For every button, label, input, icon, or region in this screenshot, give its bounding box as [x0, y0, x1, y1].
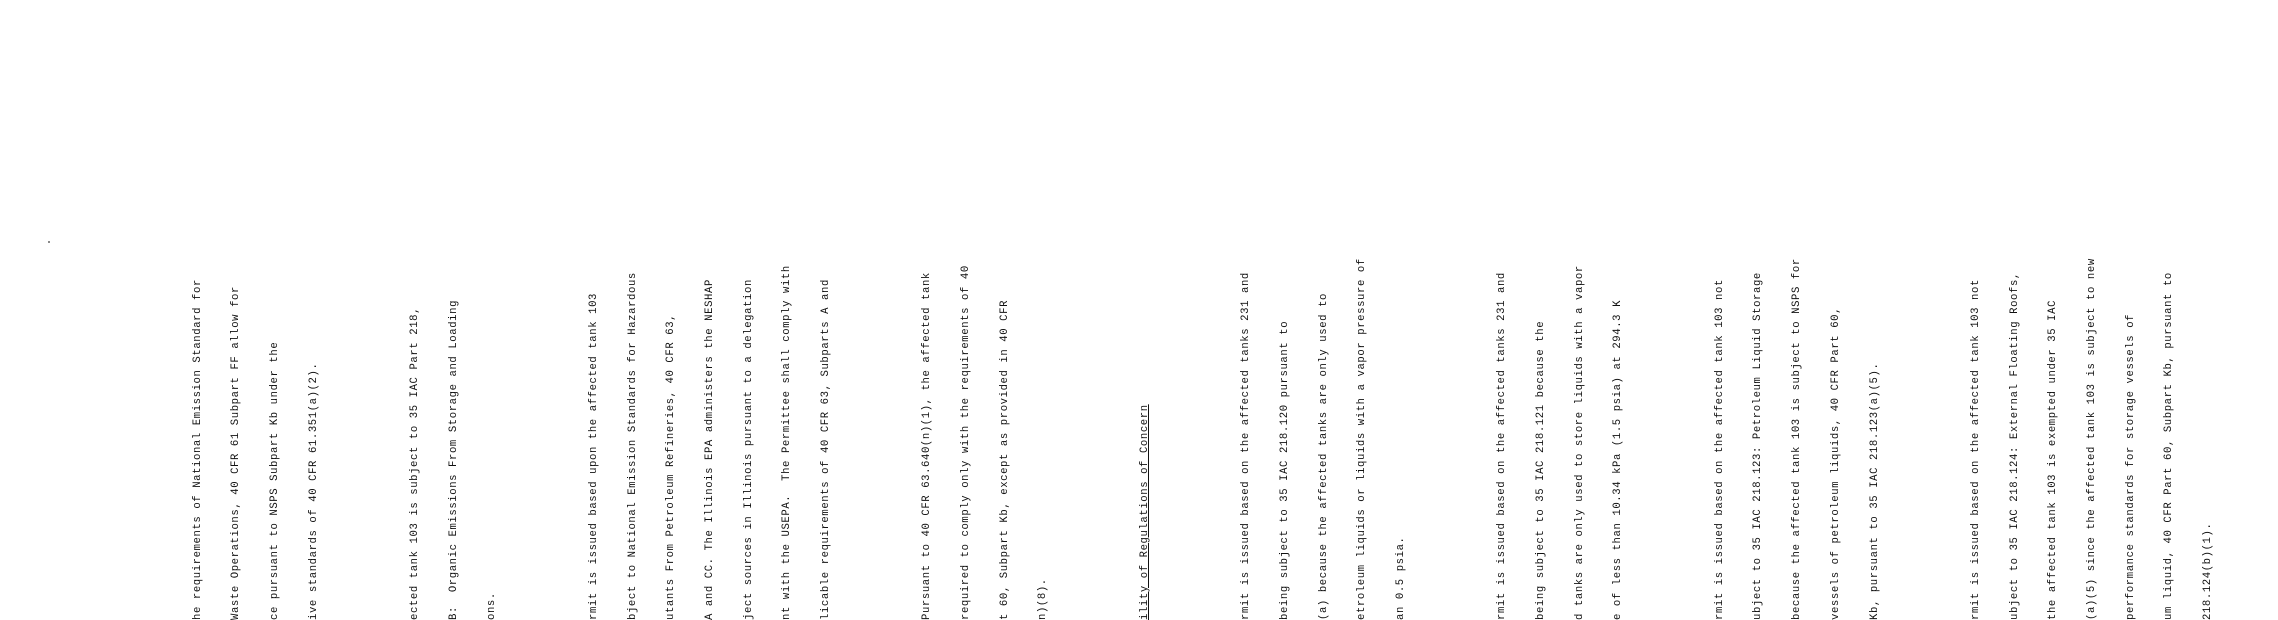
text-line: vessels of petroleum liquids, 40 CFR Part 60, — [1829, 306, 1842, 620]
text-line: he requirements of National Emission Standard for — [191, 279, 204, 620]
paragraph-6 — [1470, 100, 1651, 620]
text-line: Kb, pursuant to 35 IAC 218.123(a)(5). — [1868, 362, 1881, 620]
text-line: rmit is issued based upon the affected tank 103 — [587, 293, 600, 620]
text-line: being subject to 35 IAC 218.120 pursuant to — [1278, 320, 1291, 620]
text-line: rmit is issued based on the affected tank 103 not — [1713, 279, 1726, 620]
text-line: rmit is issued based on the affected tanks 231 and — [1240, 272, 1253, 620]
text-line: um liquid, 40 CFR Part 60, Subpart Kb, pursuant to — [2163, 272, 2176, 620]
paragraph-7 — [1688, 100, 1907, 620]
text-line: (a) because the affected tanks are only used to — [1317, 293, 1330, 620]
text-line: (a)(5) since the affected tank 103 is subject to new — [2085, 258, 2098, 620]
text-line: rmit is issued based on the affected tank 103 not — [1969, 279, 1982, 620]
text-line: an 0.5 psia. — [1394, 536, 1407, 620]
text-line: e of less than 10.34 kPa (1.5 psia) at 294.3 K — [1612, 299, 1625, 620]
text-line: B: Organic Emissions From Storage and Loading — [447, 299, 460, 620]
text-line: ons. — [486, 592, 499, 620]
text-line: utants From Petroleum Refineries, 40 CFR 63, — [665, 313, 678, 620]
text-line: t 60, Subpart Kb, except as provided in 40 CFR — [998, 299, 1011, 620]
text-line: A and CC. The Illinois EPA administers the NESHAP — [703, 279, 716, 620]
text-line: ected tank 103 is subject to 35 IAC Part 218, — [409, 306, 422, 620]
text-line: performance standards for storage vessels of — [2124, 313, 2137, 620]
text-line: ject sources in Illinois pursuant to a delegation — [742, 279, 755, 620]
text-line: etroleum liquids or liquids with a vapor pressure of — [1356, 258, 1369, 620]
text-line: licable requirements of 40 CFR 63, Subparts A and — [820, 279, 833, 620]
text-line: Waste Operations, 40 CFR 61 Subpart FF allow for — [230, 286, 243, 620]
text-line: 218.124(b)(1). — [2202, 522, 2215, 620]
text-line: required to comply only with the requirements of 40 — [960, 265, 973, 620]
scan-speck — [48, 241, 50, 243]
paragraph-2 — [383, 100, 525, 620]
heading-line: ility of Regulations of Concern — [1138, 404, 1151, 620]
text-line: rmit is issued based on the affected tanks 231 and — [1496, 272, 1509, 620]
text-line: ubject to 35 IAC 218.123: Petroleum Liquid Storage — [1752, 272, 1765, 620]
paragraph-1 — [166, 100, 347, 620]
text-line: being subject to 35 IAC 218.121 because the — [1534, 320, 1547, 620]
text-line: the affected tank 103 is exempted under 35 IAC — [2047, 299, 2060, 620]
text-line: d tanks are only used to store liquids with a vapor — [1573, 265, 1586, 620]
text-line: ubject to 35 IAC 218.124: External Floating Roofs, — [2008, 272, 2021, 620]
paragraph-8 — [1944, 100, 2241, 620]
text-line: ive standards of 40 CFR 61.351(a)(2). — [307, 362, 320, 620]
section-heading — [1113, 100, 1178, 620]
rotated-text-block — [140, 100, 2215, 620]
text-line: n)(8). — [1037, 578, 1050, 620]
paragraph-5 — [1214, 100, 1433, 620]
text-line: ce pursuant to NSPS Subpart Kb under the — [269, 341, 282, 620]
text-line: nt with the USEPA. The Permittee shall comply with — [781, 265, 794, 620]
paragraph-3 — [562, 100, 859, 620]
text-line: bject to National Emission Standards for Hazardous — [626, 272, 639, 620]
paragraph-4 — [896, 100, 1077, 620]
text-line: because the affected tank 103 is subject to NSPS for — [1791, 258, 1804, 620]
text-line: Pursuant to 40 CFR 63.640(n)(1), the affected tank — [921, 272, 934, 620]
